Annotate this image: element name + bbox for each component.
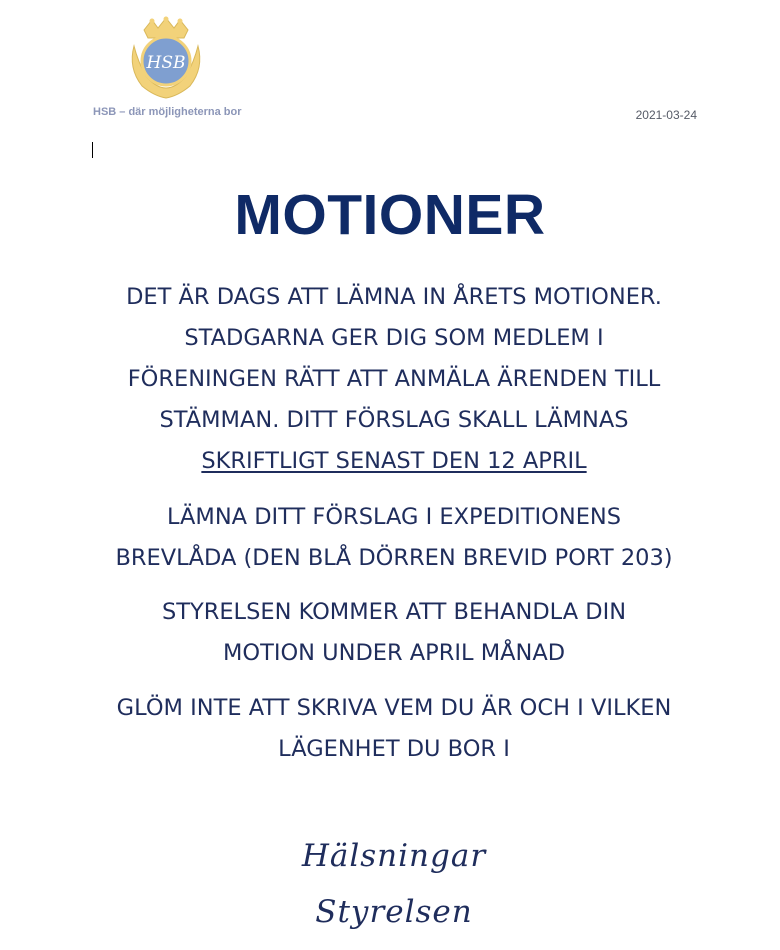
paragraph-reminder: GLÖM INTE ATT SKRIVA VEM DU ÄR OCH I VILKEN LÄGENHET DU BOR I — [116, 695, 672, 762]
paragraph-intro — [80, 277, 708, 482]
text-cursor — [92, 142, 93, 158]
paragraph-processing: STYRELSEN KOMMER ATT BEHANDLA DIN MOTION UNDER APRIL MÅNAD — [161, 599, 627, 666]
signature-signer: Styrelsen — [315, 894, 473, 930]
page-title: MOTIONER — [234, 183, 546, 247]
logo-text: HSB — [146, 53, 186, 73]
deadline-text: SKRIFTLIGT SENAST DEN 12 APRIL — [201, 448, 587, 474]
document-date: 2021-03-24 — [635, 108, 697, 122]
paragraph-submission: LÄMNA DITT FÖRSLAG I EXPEDITIONENS BREVLÅDA (DEN BLÅ DÖRREN BREVID PORT 203) — [115, 504, 673, 571]
tagline: HSB – där möjligheterna bor — [93, 106, 242, 118]
paragraph-intro-text: DET ÄR DAGS ATT LÄMNA IN ÅRETS MOTIONER. STADGARNA GER DIG SOM MEDLEM I FÖRENINGEN RÄTT ATT ANMÄLA ÄRENDEN TILL STÄMMAN. DITT FÖRSLAG SKALL LÄMNAS — [126, 284, 662, 433]
hsb-logo — [124, 16, 208, 100]
signature-greeting: Hälsningar — [301, 838, 487, 874]
